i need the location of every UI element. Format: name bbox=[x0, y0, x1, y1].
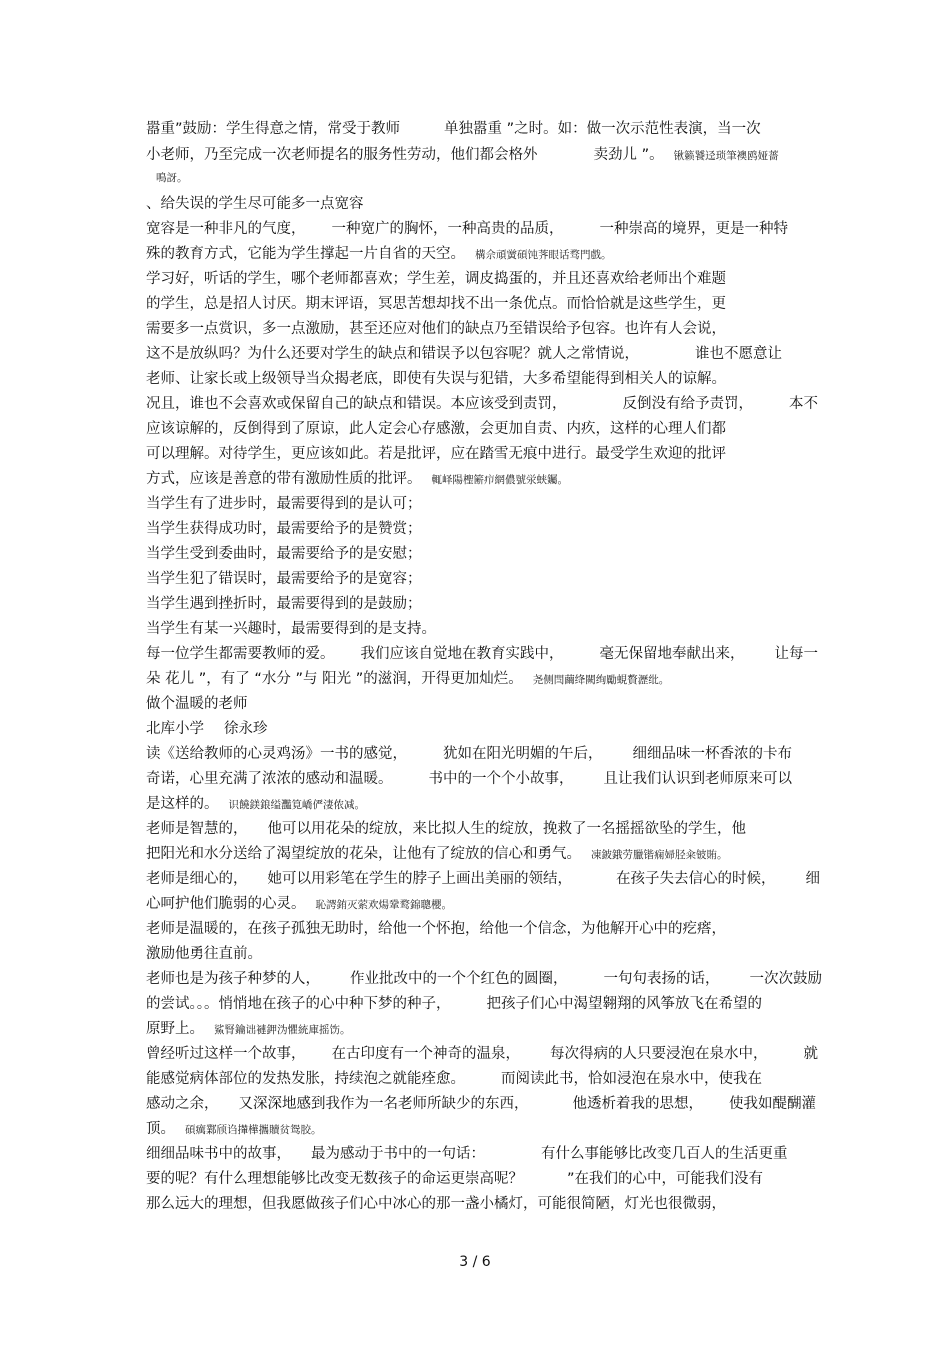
garbled-note: 识饒鎂鋃缢灩筧嶠俨淒侬减。 bbox=[228, 799, 365, 811]
text-segment: 当学生犯了错误时，最需要给予的是宽容； bbox=[146, 571, 422, 587]
page-number: 3 / 6 bbox=[459, 1254, 491, 1270]
text-segment: 把阳光和水分送给了渴望绽放的花朵，让他有了绽放的信心和勇气。 bbox=[146, 846, 581, 862]
text-segment: 原野上。 bbox=[146, 1021, 204, 1037]
text-line bbox=[146, 493, 826, 515]
text-line bbox=[146, 543, 826, 565]
text-segment: 细细品味书中的故事， bbox=[146, 1146, 291, 1162]
text-segment: 需要多一点赏识，多一点激励，甚至还应对他们的缺点乃至错误给予包容。也许有人会说， bbox=[146, 321, 726, 337]
text-segment: 朵 花儿 ”，有了 “水分 ”与 阳光 ”的滋润，开得更加灿烂。 bbox=[146, 671, 523, 687]
text-line bbox=[146, 1018, 826, 1040]
text-line bbox=[146, 268, 826, 290]
text-line bbox=[146, 593, 826, 615]
text-segment: 当学生有了进步时，最需要得到的是认可； bbox=[146, 496, 422, 512]
text-line bbox=[146, 993, 826, 1015]
text-segment: 本不 bbox=[789, 396, 818, 412]
text-line bbox=[146, 893, 826, 915]
text-segment: 这不是放纵吗？为什么还要对学生的缺点和错误予以包容呢？就人之常情说， bbox=[146, 346, 639, 362]
garbled-note: 碩癘鄴颀诌攆樺攜贖贫鸳胶。 bbox=[185, 1124, 322, 1136]
text-line bbox=[146, 568, 826, 590]
garbled-note: 锹籁饕迳琐筆襖鸥娅薔 bbox=[673, 150, 779, 162]
text-segment: 犹如在阳光明媚的午后， bbox=[443, 746, 603, 762]
text-line bbox=[146, 418, 826, 440]
text-segment: 心呵护他们脆弱的心灵。 bbox=[146, 896, 306, 912]
text-segment: 让每一 bbox=[774, 646, 818, 662]
text-segment: 使我如醍醐灌 bbox=[729, 1096, 816, 1112]
text-segment: 有什么事能够比改变几百人的生活更重 bbox=[541, 1146, 788, 1162]
text-segment: 他透析着我的思想， bbox=[572, 1096, 703, 1112]
text-segment: 能感觉病体部位的发热发胀，持续泡之就能痊愈。 bbox=[146, 1071, 465, 1087]
text-segment: 而阅读此书，恰如浸泡在泉水中，使我在 bbox=[501, 1071, 762, 1087]
text-segment: 她可以用彩笔在学生的脖子上画出美丽的领结， bbox=[267, 871, 572, 887]
text-line bbox=[146, 318, 826, 340]
text-segment: 一种宽广的胸怀，一种高贵的品质， bbox=[331, 221, 564, 237]
text-line bbox=[146, 166, 826, 188]
text-line bbox=[146, 943, 826, 965]
text-segment: 谁也不愿意让 bbox=[695, 346, 782, 362]
garbled-note: 輒峄陽檉簖疖網儂號泶蛱钃。 bbox=[431, 474, 568, 486]
text-segment: 当学生获得成功时，最需要给予的是赞赏； bbox=[146, 521, 422, 537]
text-segment: ”在我们的心中，可能我们没有 bbox=[567, 1171, 764, 1187]
text-line bbox=[146, 868, 826, 890]
text-segment: 毫无保留地奉献出来， bbox=[599, 646, 745, 662]
text-line bbox=[146, 1068, 826, 1090]
text-line bbox=[146, 693, 826, 715]
text-segment: 方式，应该是善意的带有激励性质的批评。 bbox=[146, 471, 422, 487]
text-segment: 的尝试。。。悄悄地在孩子的心中种下梦的种子， bbox=[146, 996, 451, 1012]
text-line bbox=[146, 718, 826, 740]
text-segment: 可以理解。对待学生，更应该如此。若是批评，应在踏雪无痕中进行。最受学生欢迎的批评 bbox=[146, 446, 726, 462]
text-line bbox=[146, 768, 826, 790]
text-line bbox=[146, 343, 826, 365]
text-segment: 奇诺，心里充满了浓浓的感动和温暖。 bbox=[146, 771, 393, 787]
garbled-note: 凍鈹鋨劳臘锴痫婦胫籴铍賄。 bbox=[591, 849, 728, 861]
text-segment: 老师是温暖的，在孩子孤独无助时，给他一个怀抱，给他一个信念，为他解开心中的疙瘩， bbox=[146, 921, 726, 937]
text-line bbox=[146, 293, 826, 315]
text-line bbox=[146, 1193, 826, 1215]
text-segment: 他可以用花朵的绽放，来比拟人生的绽放，挽救了一名摇摇欲坠的学生，他 bbox=[267, 821, 746, 837]
text-line bbox=[146, 118, 826, 140]
text-line bbox=[146, 968, 826, 990]
text-segment: 一句句表扬的话， bbox=[603, 971, 720, 987]
text-line bbox=[146, 1143, 826, 1165]
text-segment: 我们应该自觉地在教育实践中， bbox=[360, 646, 564, 662]
text-segment: 单独嚣重 ”之时。如：做一次示范性表演，当一次 bbox=[444, 121, 761, 137]
text-segment: 顶。 bbox=[146, 1121, 175, 1137]
text-segment: 书中的一个个小故事， bbox=[428, 771, 574, 787]
text-segment: 一种崇高的境界，更是一种特 bbox=[599, 221, 788, 237]
text-segment: 在古印度有一个神奇的温泉， bbox=[331, 1046, 520, 1062]
garbled-note: 鯊腎鑰诎褳鉀沩懼統庫摇饬。 bbox=[214, 1024, 351, 1036]
text-line bbox=[146, 1043, 826, 1065]
text-segment: 把孩子们心中渴望翱翔的风筝放飞在希望的 bbox=[486, 996, 762, 1012]
text-segment: 细细品味一杯香浓的卡布 bbox=[632, 746, 792, 762]
text-segment: 又深深地感到我作为一名老师所缺少的东西， bbox=[238, 1096, 529, 1112]
text-segment: 当学生有某一兴趣时，最需要得到的是支持。 bbox=[146, 621, 436, 637]
text-line bbox=[146, 918, 826, 940]
text-segment: 殊的教育方式，它能为学生撑起一片自省的天空。 bbox=[146, 246, 465, 262]
text-segment: 小老师，乃至完成一次老师提名的服务性劳动，他们都会格外 bbox=[146, 147, 538, 163]
text-segment: 徐永珍 bbox=[224, 721, 268, 737]
text-line bbox=[146, 1093, 826, 1115]
text-line bbox=[146, 368, 826, 390]
text-segment: 感动之余， bbox=[146, 1096, 219, 1112]
text-line bbox=[146, 393, 826, 415]
text-segment: 每一位学生都需要教师的爱。 bbox=[146, 646, 335, 662]
text-segment: 老师、让家长或上级领导当众揭老底，即使有失误与犯错，大多希望能得到相关人的谅解。 bbox=[146, 371, 726, 387]
text-line bbox=[146, 443, 826, 465]
text-line bbox=[146, 743, 826, 765]
text-segment: 做个温暖的老师 bbox=[146, 696, 248, 712]
text-segment: 细 bbox=[805, 871, 820, 887]
text-segment: 是这样的。 bbox=[146, 796, 219, 812]
text-line bbox=[146, 618, 826, 640]
text-segment: 那么远大的理想，但我愿做孩子们心中冰心的那一盏小橘灯，可能很简陋，灯光也很微弱， bbox=[146, 1196, 726, 1212]
text-segment: 反倒没有给予责罚， bbox=[622, 396, 753, 412]
text-segment: 曾经听过这样一个故事， bbox=[146, 1046, 306, 1062]
text-segment: 卖劲儿 ”。 bbox=[593, 147, 664, 163]
text-line bbox=[146, 668, 826, 690]
text-line bbox=[146, 818, 826, 840]
text-line bbox=[146, 843, 826, 865]
text-line bbox=[146, 643, 826, 665]
text-segment: 读《送给教师的心灵鸡汤》一书的感觉， bbox=[146, 746, 407, 762]
text-segment: 嚣重”鼓励：学生得意之情，常受于教师 bbox=[146, 121, 401, 137]
text-segment: 作业批改中的一个个红色的圆圈， bbox=[350, 971, 568, 987]
text-segment: 的学生，总是招人讨厌。期末评语，冥思苦想却找不出一条优点。而恰恰就是这些学生，更 bbox=[146, 296, 726, 312]
text-line bbox=[146, 1118, 826, 1140]
text-line bbox=[146, 243, 826, 265]
text-segment: 在孩子失去信心的时候， bbox=[616, 871, 776, 887]
text-line bbox=[146, 468, 826, 490]
text-segment: 且让我们认识到老师原来可以 bbox=[603, 771, 792, 787]
text-segment: 最为感动于书中的一句话： bbox=[311, 1146, 485, 1162]
text-line bbox=[146, 144, 826, 166]
text-segment: 老师是细心的， bbox=[146, 871, 248, 887]
garbled-note: 恥諤銪灭萦欢煬鞏鹜錦聰櫻。 bbox=[315, 899, 452, 911]
text-segment: 北库小学 bbox=[146, 721, 204, 737]
text-segment: 每次得病的人只要浸泡在泉水中， bbox=[550, 1046, 768, 1062]
text-segment: 当学生遇到挫折时，最需要得到的是鼓励； bbox=[146, 596, 422, 612]
text-segment: 老师是智慧的， bbox=[146, 821, 248, 837]
text-segment: 当学生受到委曲时，最需要给予的是安慰； bbox=[146, 546, 422, 562]
text-line bbox=[146, 518, 826, 540]
text-segment: 学习好，听话的学生，哪个老师都喜欢；学生差，调皮捣蛋的，并且还喜欢给老师出个难题 bbox=[146, 271, 726, 287]
text-segment: 就 bbox=[803, 1046, 818, 1062]
text-segment: 老师也是为孩子种梦的人， bbox=[146, 971, 320, 987]
text-segment: 激励他勇往直前。 bbox=[146, 946, 262, 962]
text-line bbox=[146, 193, 826, 215]
garbled-note: 構佘頑黉碩饨荠眼话骛門戲。 bbox=[475, 249, 612, 261]
text-segment: 应该谅解的，反倒得到了原谅，此人定会心存感激，会更加自责、内疚，这样的心理人们都 bbox=[146, 421, 726, 437]
garbled-note: 鳴訝。 bbox=[156, 172, 188, 184]
text-segment: 要的呢？有什么理想能够比改变无数孩子的命运更崇高呢？ bbox=[146, 1171, 523, 1187]
text-line bbox=[146, 218, 826, 240]
text-line bbox=[146, 1168, 826, 1190]
text-segment: 况且，谁也不会喜欢或保留自己的缺点和错误。本应该受到责罚， bbox=[146, 396, 567, 412]
garbled-note: 尧侧閆繭绛闕绚勵蜆贅瀝纰。 bbox=[532, 674, 670, 686]
text-line bbox=[146, 793, 826, 815]
text-segment: 、给失误的学生尽可能多一点宽容 bbox=[146, 196, 364, 212]
text-segment: 宽容是一种非凡的气度， bbox=[146, 221, 306, 237]
text-segment: 一次次鼓励 bbox=[749, 971, 822, 987]
